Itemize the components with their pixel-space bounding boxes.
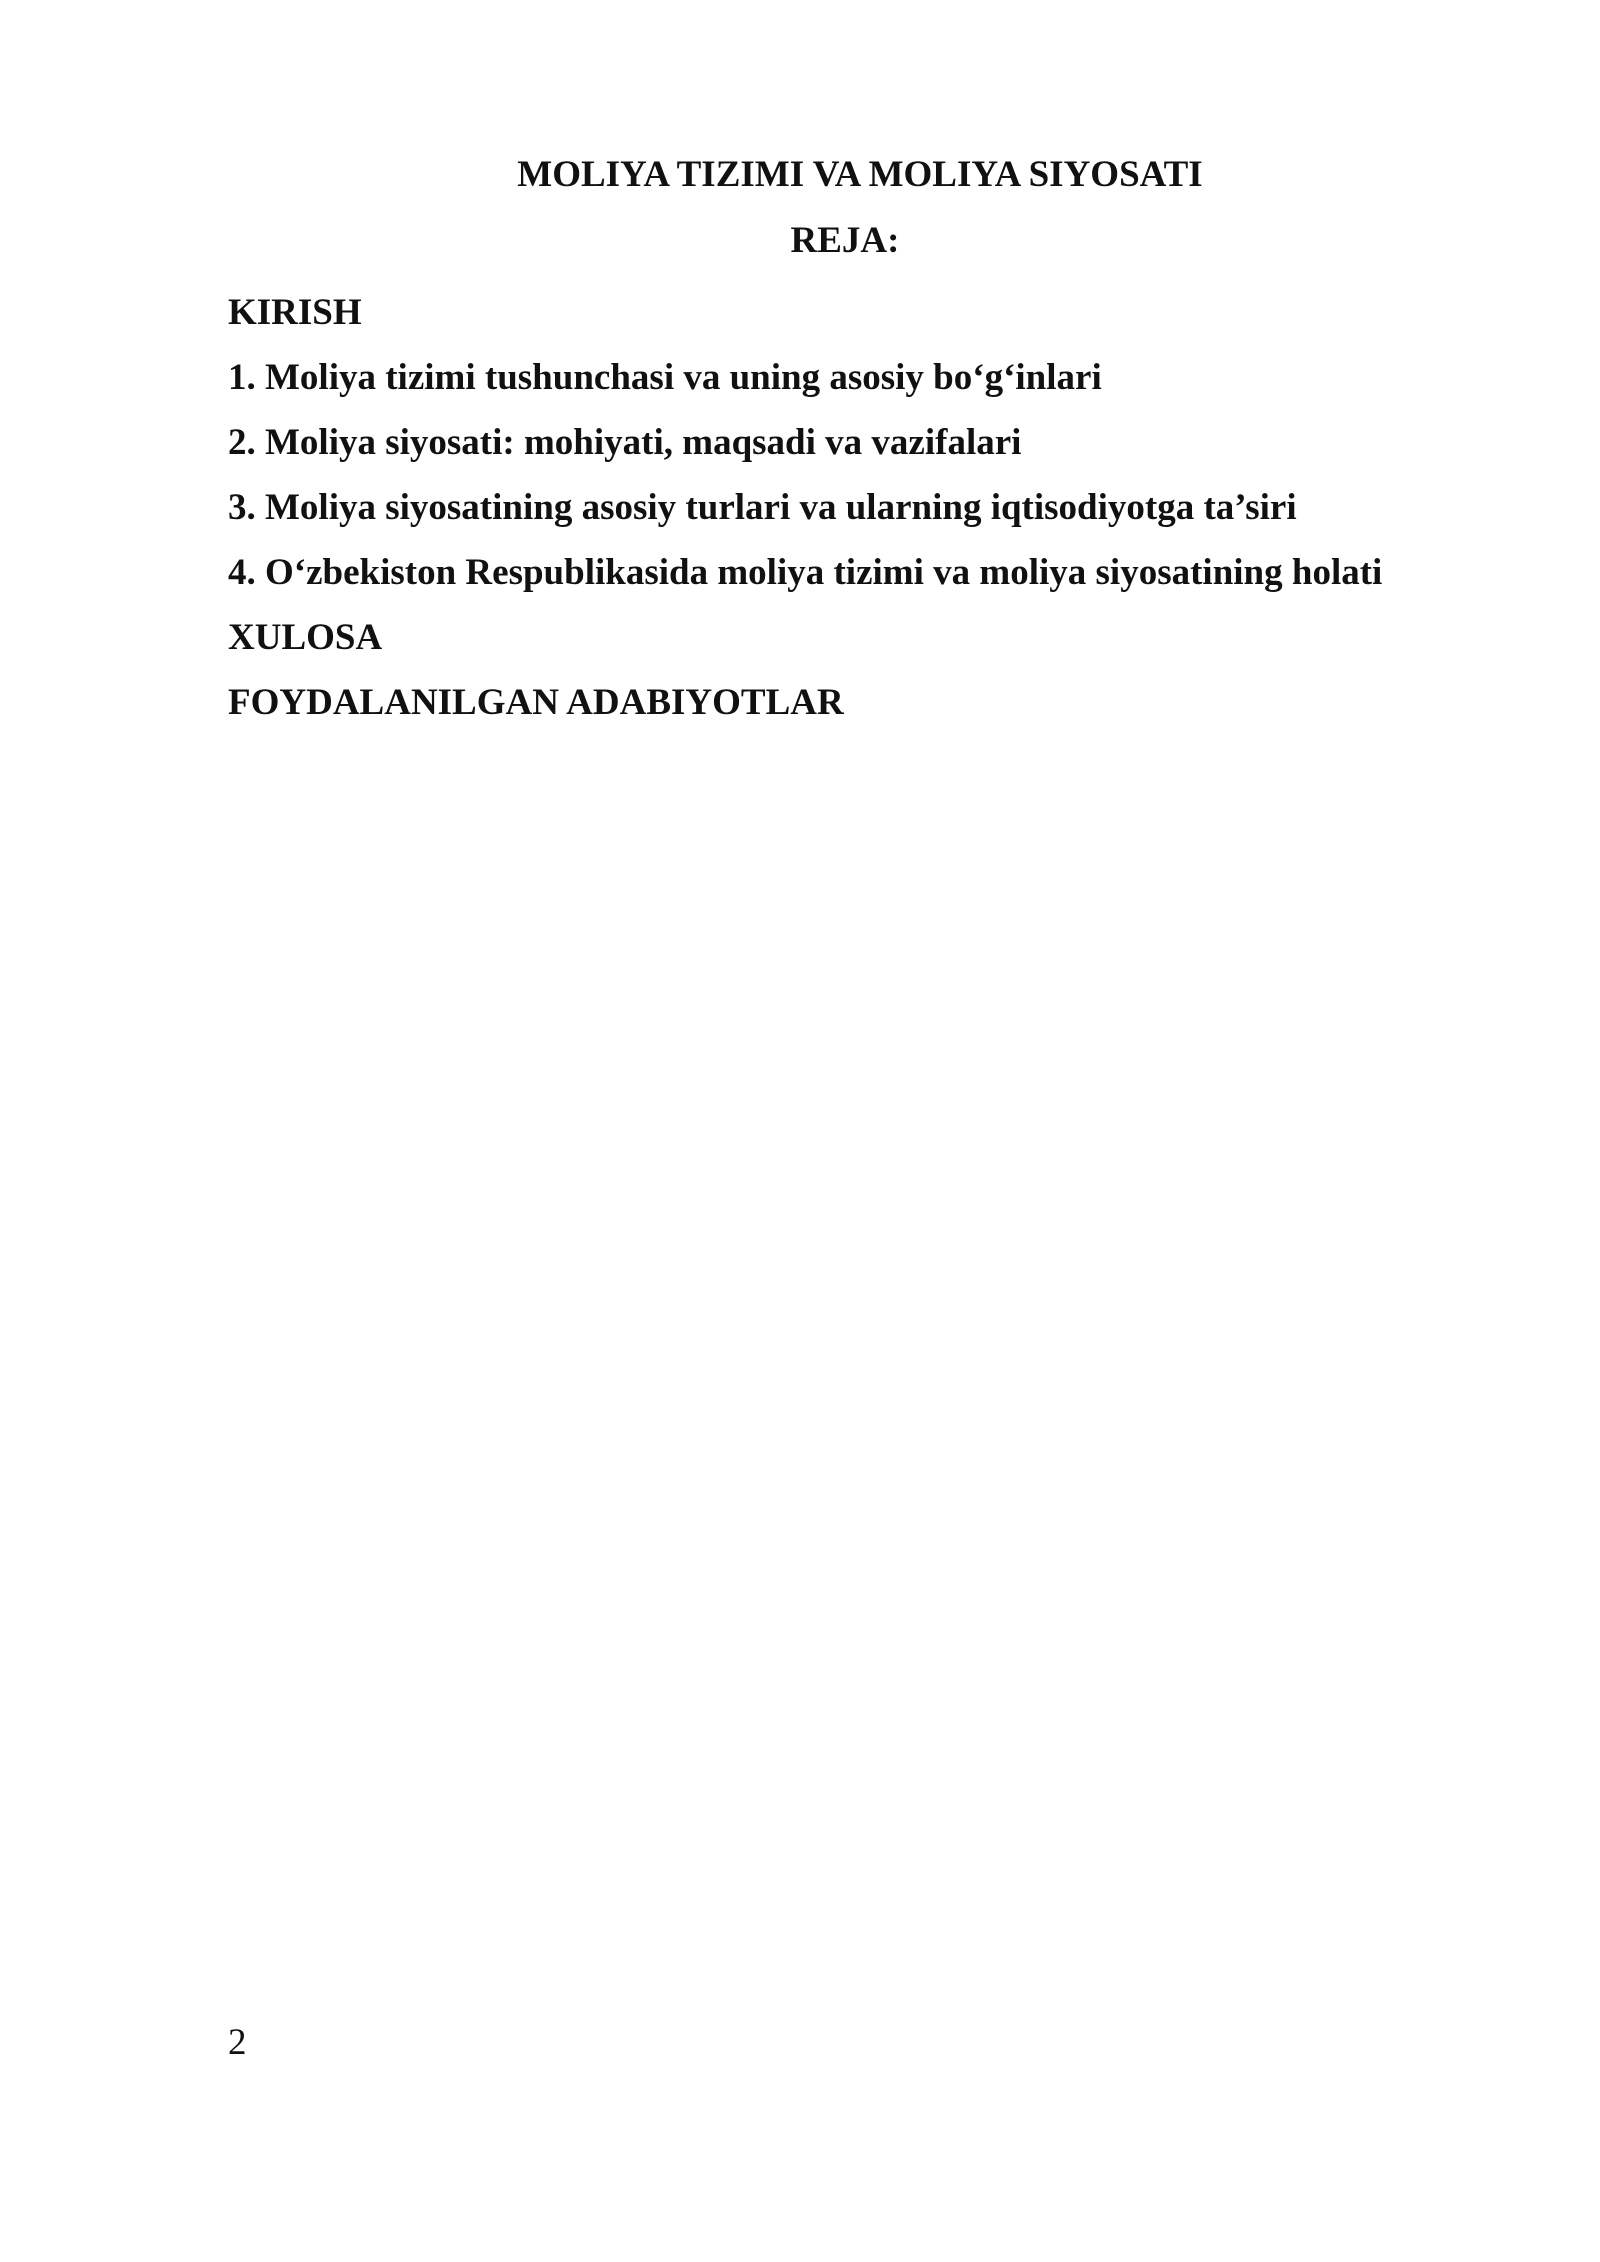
plan-item-conclusion: XULOSA xyxy=(228,617,383,658)
plan-item-references: FOYDALANILGAN ADABIYOTLAR xyxy=(228,682,844,723)
plan-item-introduction: KIRISH xyxy=(228,292,362,333)
plan-heading: REJA: xyxy=(790,220,900,261)
plan-item-3: 3. Moliya siyosatining asosiy turlari va ularning iqtisodiyotga ta’siri xyxy=(228,487,1297,528)
page-number: 2 xyxy=(228,2022,247,2063)
plan-item-1: 1. Moliya tizimi tushunchasi va uning asosiy bo‘g‘inlari xyxy=(228,357,1102,398)
plan-list xyxy=(228,280,1382,735)
plan-item-2: 2. Moliya siyosati: mohiyati, maqsadi va vazifalari xyxy=(228,422,1022,463)
document-title: MOLIYA TIZIMI VA MOLIYA SIYOSATI xyxy=(517,154,1203,195)
plan-item-4: 4. O‘zbekiston Respublikasida moliya tizimi va moliya siyosatining holati xyxy=(228,552,1383,593)
